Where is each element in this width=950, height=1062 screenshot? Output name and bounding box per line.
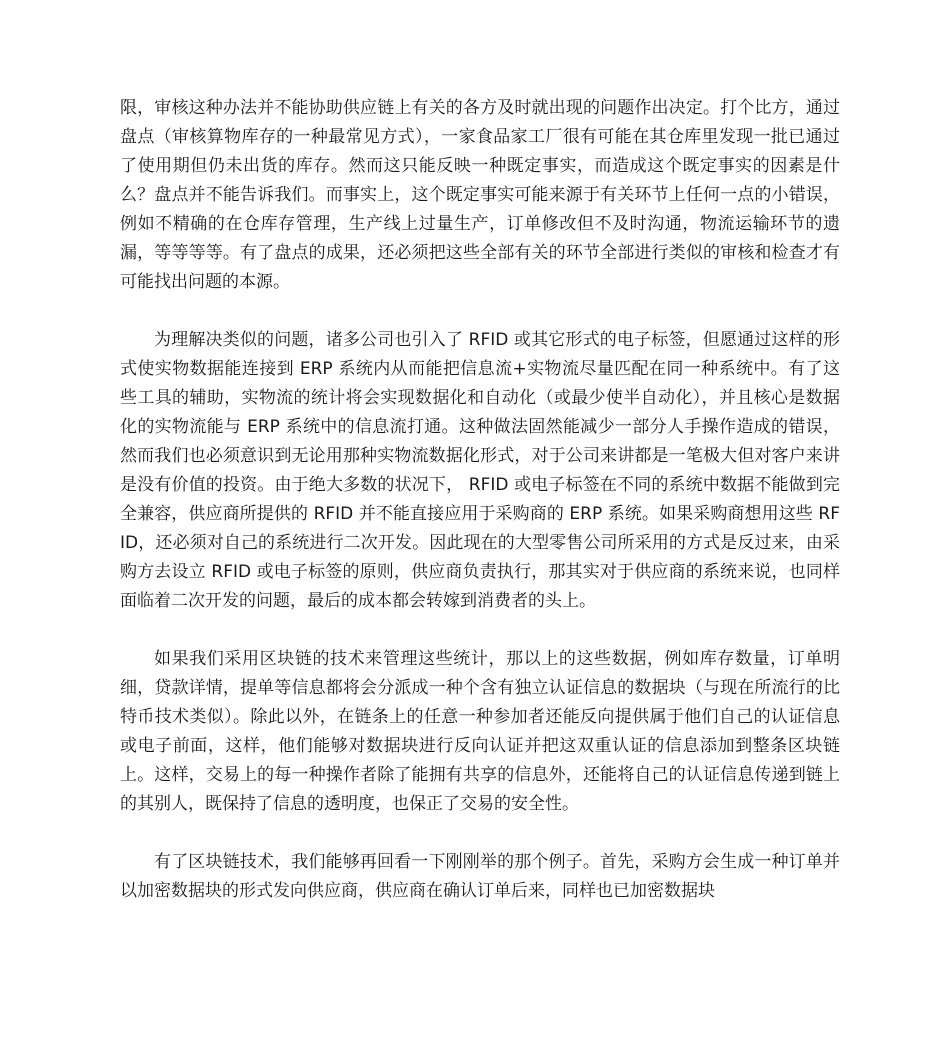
paragraph-gap	[120, 616, 840, 645]
document-body	[120, 94, 840, 906]
paragraph-gap	[120, 819, 840, 848]
paragraph-2: 为理解决类似的问题，诸多公司也引入了 RFID 或其它形式的电子标签，但愿通过这样的形式使实物数据能连接到 ERP 系统内从而能把信息流+实物流尽量匹配在同一种系统中。有了这些工具的辅助，实物流的统计将会实现数据化和自动化（或最少使半自动化），并且核心是数据化的实物流能与 ERP 系统中的信息流打通。这种做法固然能减少一部分人手操作造成的错误，然而我们也必须意识到无论用那种实物流数据化形式，对于公司来讲都是一笔极大但对客户来讲是没有价值的投资。由于绝大多数的状况下， RFID 或电子标签在不同的系统中数据不能做到完全兼容，供应商所提供的 RFID 并不能直接应用于采购商的 ERP 系统。如果采购商想用这些 RFID，还必须对自己的系统进行二次开发。因此现在的大型零售公司所采用的方式是反过来，由采购方去设立 RFID 或电子标签的原则，供应商负责执行，那其实对于供应商的系统来说，也同样面临着二次开发的问题，最后的成本都会转嫁到消费者的头上。	[120, 330, 840, 611]
paragraph-gap	[120, 297, 840, 326]
paragraph-1: 限，审核这种办法并不能协助供应链上有关的各方及时就出现的问题作出决定。打个比方，通过盘点（审核算物库存的一种最常见方式），一家食品家工厂很有可能在其仓库里发现一批已通过了使用期但仍未出货的库存。然而这只能反映一种既定事实，而造成这个既定事实的因素是什么？盘点并不能告诉我们。而事实上，这个既定事实可能来源于有关环节上任何一点的小错误，例如不精确的在仓库存管理，生产线上过量生产，订单修改但不及时沟通，物流运输环节的遗漏，等等等等。有了盘点的成果，还必须把这些全部有关的环节全部进行类似的审核和检查才有可能找出问题的本源。	[120, 98, 840, 292]
paragraph-4: 有了区块链技术，我们能够再回看一下刚刚举的那个例子。首先，采购方会生成一种订单并以加密数据块的形式发向供应商，供应商在确认订单后来，同样也已加密数据块	[120, 852, 840, 901]
paragraph-3: 如果我们采用区块链的技术来管理这些统计，那以上的这些数据，例如库存数量，订单明细，贷款详情，提单等信息都将会分派成一种个含有独立认证信息的数据块（与现在所流行的比特币技术类似）。除此以外，在链条上的任意一种参加者还能反向提供属于他们自己的认证信息或电子前面，这样，他们能够对数据块进行反向认证并把这双重认证的信息添加到整条区块链上。这样，交易上的每一种操作者除了能拥有共享的信息外，还能将自己的认证信息传递到链上的其别人，既保持了信息的透明度，也保正了交易的安全性。	[120, 649, 840, 814]
